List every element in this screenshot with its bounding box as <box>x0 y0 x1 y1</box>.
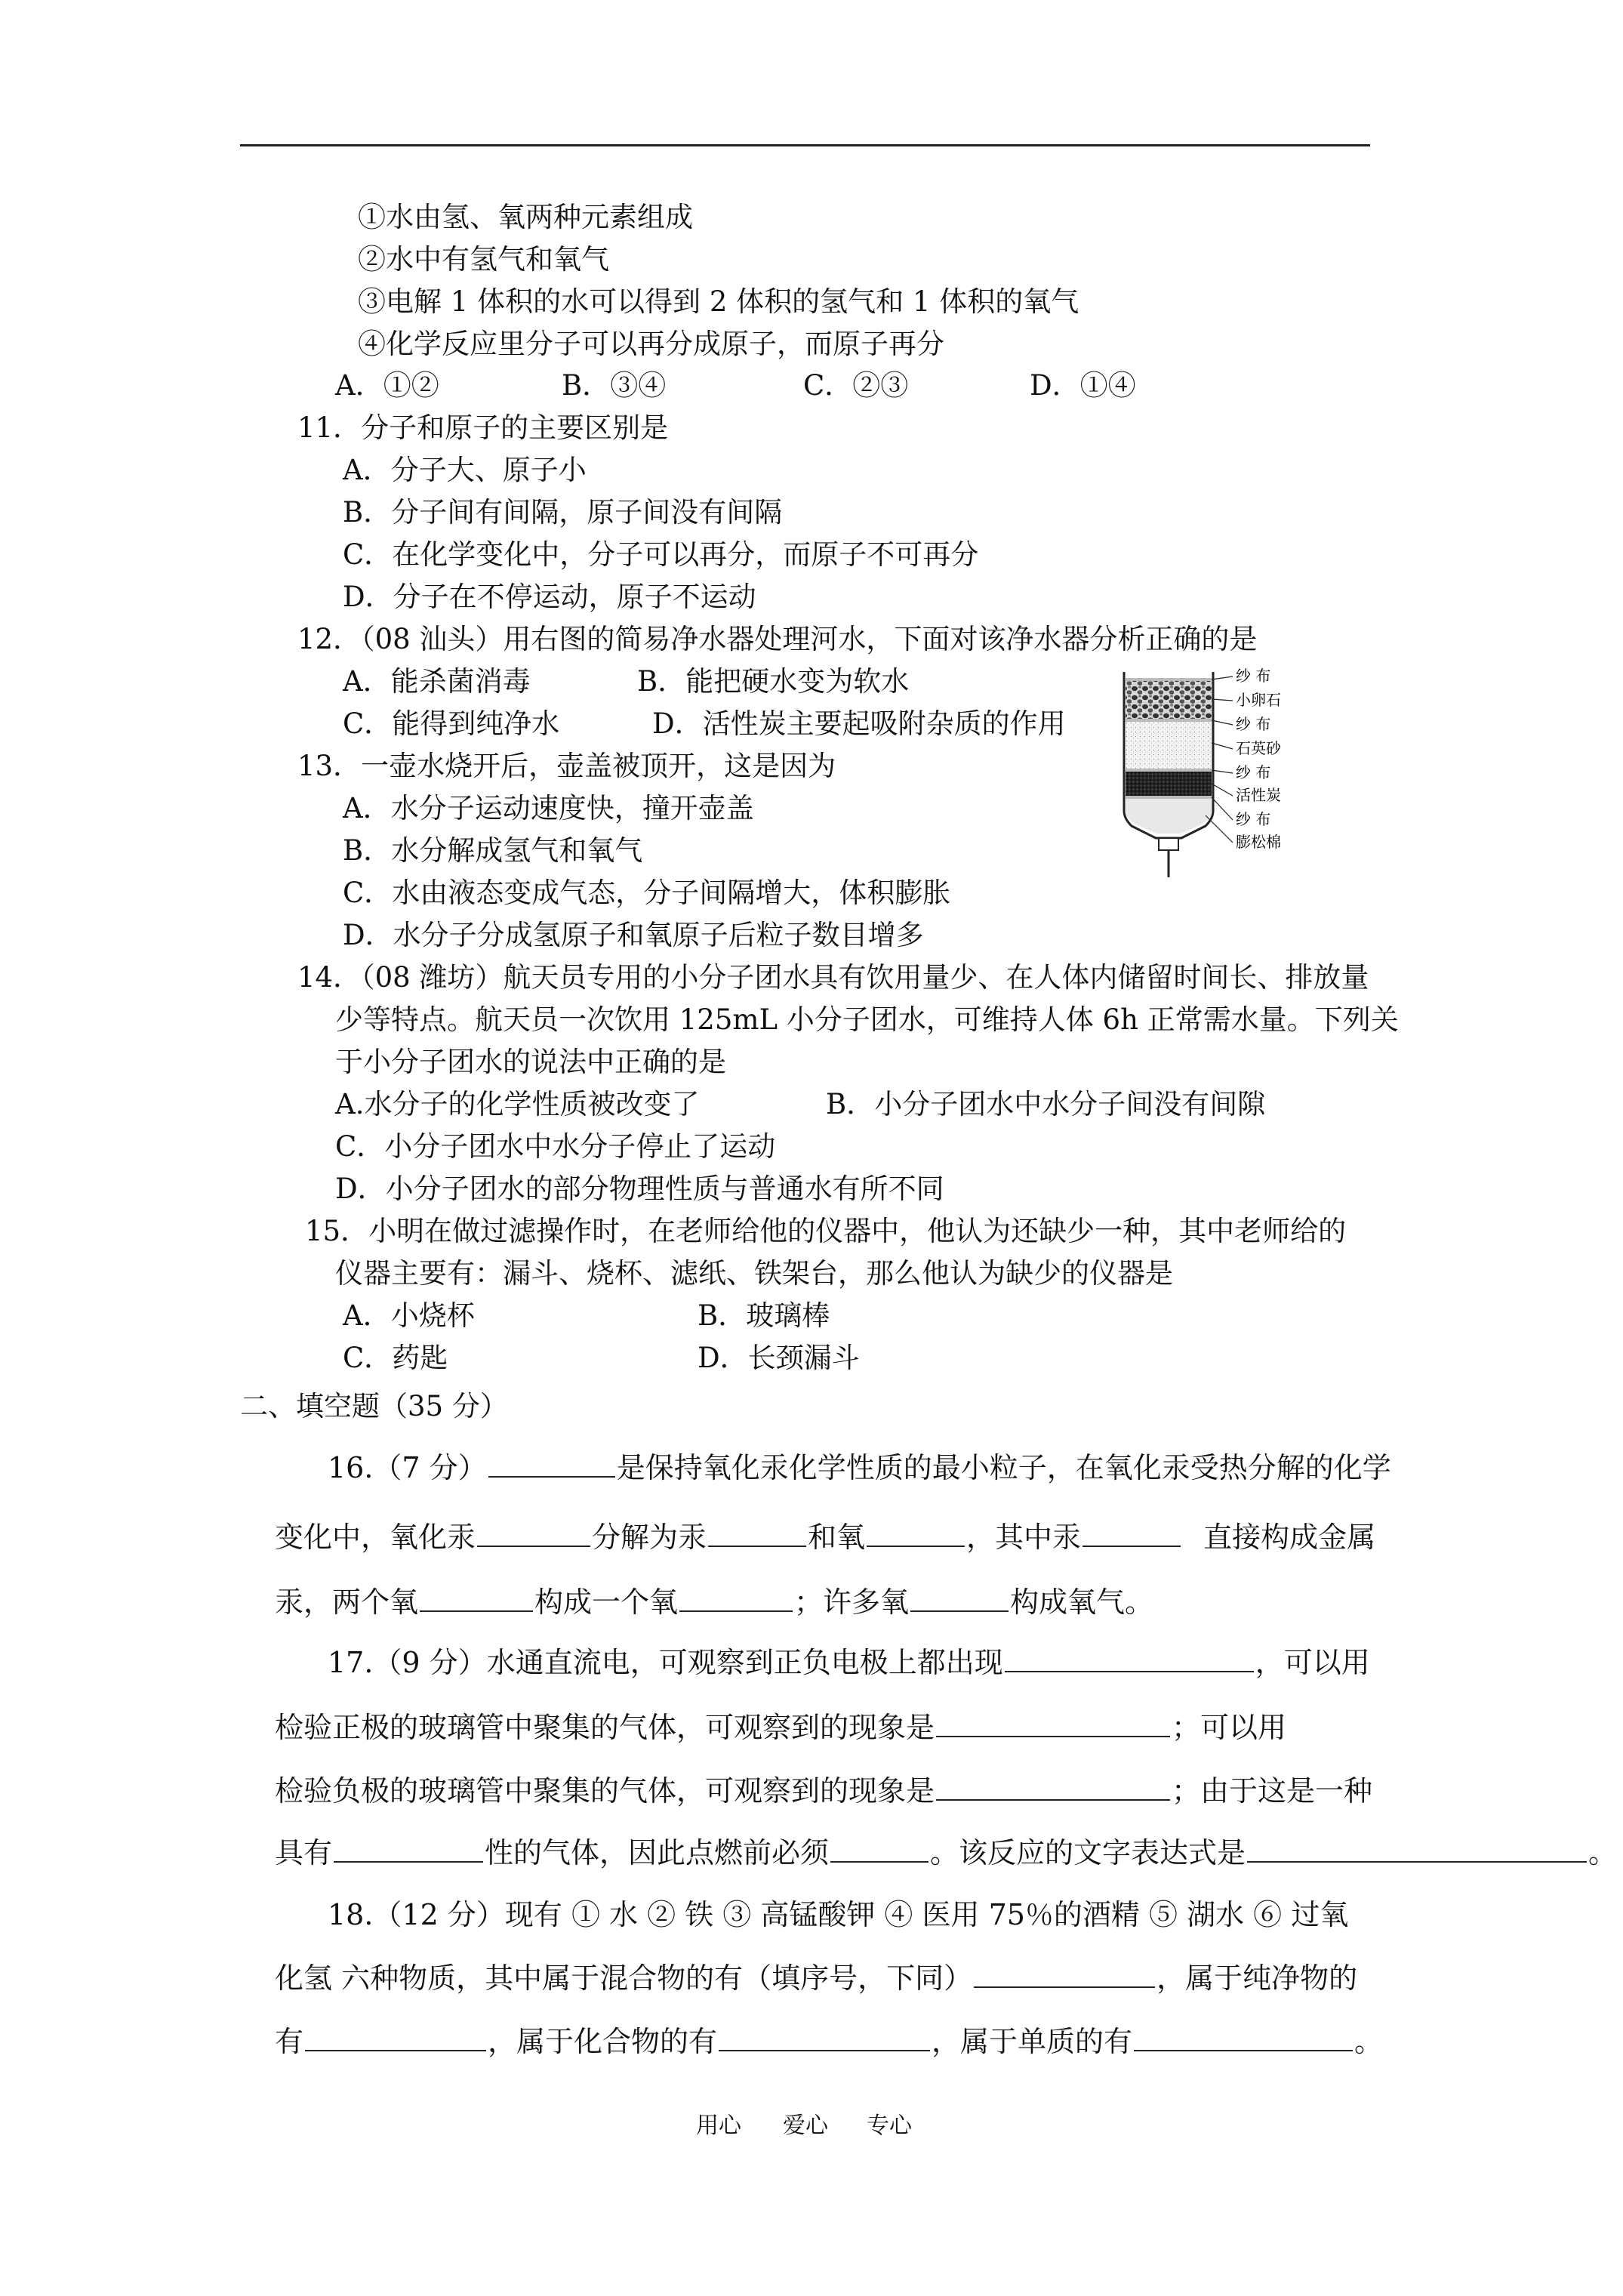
q18-blank-3[interactable] <box>719 2024 930 2051</box>
q14-option-b: B．小分子团水中水分子间没有间隙 <box>826 1088 1266 1120</box>
q16-blank-1[interactable] <box>488 1450 615 1478</box>
q10-statement-1: ①水由氢、氧两种元素组成 <box>358 201 693 233</box>
filter-label-quartz-sand: 石英砂 <box>1236 739 1281 757</box>
q15-option-a: A．小烧杯 <box>343 1299 475 1332</box>
q16-text-2c: 和氧 <box>808 1521 866 1554</box>
q15-stem-line-2: 仪器主要有：漏斗、烧杯、滤纸、铁架台，那么他认为缺少的仪器是 <box>335 1257 1173 1290</box>
q16-line-3 <box>275 1585 1153 1620</box>
gauze-layer-3 <box>1126 769 1212 772</box>
q17-text-4d: 。 <box>1588 1836 1618 1869</box>
q16-text-3b: 构成一个氧 <box>534 1586 679 1619</box>
q16-line-1 <box>328 1450 1391 1485</box>
q16-text-2d: ，其中汞 <box>966 1521 1082 1554</box>
q17-blank-2[interactable] <box>936 1710 1170 1737</box>
q13-option-b: B．水分解成氢气和氧气 <box>343 834 643 867</box>
q18-blank-4[interactable] <box>1134 2024 1353 2051</box>
quartz-sand-layer <box>1126 722 1212 769</box>
q10-option-d: D．①④ <box>1030 369 1136 402</box>
q17-blank-5[interactable] <box>830 1835 929 1863</box>
q14-option-a: A.水分子的化学性质被改变了 <box>335 1088 700 1120</box>
q17-text-1a: 17.（9 分）水通直流电，可观察到正负电极上都出现 <box>328 1646 1003 1679</box>
q16-text-2a: 变化中，氧化汞 <box>275 1521 476 1554</box>
q11-option-d: D．分子在不停运动，原子不运动 <box>343 581 756 613</box>
q16-blank-3[interactable] <box>708 1520 806 1547</box>
q18-text-3d: 。 <box>1354 2025 1384 2058</box>
q12-option-c: C．能得到纯净水 <box>343 707 560 740</box>
q17-text-3b: ；由于这是一种 <box>1172 1774 1373 1808</box>
gauze-layer-2 <box>1126 719 1212 722</box>
q11-stem: 11．分子和原子的主要区别是 <box>297 411 669 444</box>
q17-text-2b: ；可以用 <box>1172 1711 1287 1744</box>
q16-text-2b: 分解为汞 <box>592 1521 707 1554</box>
q16-blank-8[interactable] <box>910 1585 1009 1612</box>
q10-option-a: A．①② <box>335 369 439 402</box>
q18-text-3c: ，属于单质的有 <box>932 2025 1133 2058</box>
q12-option-d: D．活性炭主要起吸附杂质的作用 <box>652 707 1066 740</box>
q17-line-1 <box>328 1645 1370 1680</box>
q13-option-a: A．水分子运动速度快，撞开壶盖 <box>343 792 754 824</box>
q13-stem: 13．一壶水烧开后，壶盖被顶开，这是因为 <box>297 750 836 782</box>
q11-option-a: A．分子大、原子小 <box>343 454 587 486</box>
q10-statement-4: ④化学反应里分子可以再分成原子，而原子再分 <box>358 328 944 360</box>
filter-label-gauze-3: 纱 布 <box>1236 763 1271 781</box>
q17-text-4a: 具有 <box>275 1836 333 1869</box>
filter-label-activated-carbon: 活性炭 <box>1236 786 1281 804</box>
q17-text-3a: 检验负极的玻璃管中聚集的气体，可观察到的现象是 <box>275 1774 935 1808</box>
filter-label-gauze-1: 纱 布 <box>1236 667 1271 685</box>
footer-text-1: 用心 <box>696 2113 741 2139</box>
q18-line-1: 18.（12 分）现有 ① 水 ② 铁 ③ 高锰酸钾 ④ 医用 75％的酒精 ⑤ 湖水 ⑥ 过氧 <box>328 1898 1349 1931</box>
q15-option-c: C．药匙 <box>343 1342 448 1374</box>
section-2-title: 二、填空题（35 分） <box>240 1390 508 1422</box>
q16-number: 16.（7 分） <box>328 1451 487 1484</box>
q17-blank-1[interactable] <box>1005 1645 1254 1672</box>
q11-option-c: C．在化学变化中，分子可以再分，而原子不可再分 <box>343 538 979 571</box>
q16-text-2e: 直接构成金属 <box>1203 1521 1376 1554</box>
q17-text-1b: ，可以用 <box>1255 1646 1370 1679</box>
footer-text-3: 专心 <box>867 2113 912 2139</box>
q17-line-3 <box>275 1774 1372 1808</box>
footer-text-2: 爱心 <box>783 2113 828 2139</box>
q16-text-3d: 构成氧气。 <box>1010 1586 1154 1619</box>
water-filter-diagram <box>1121 667 1301 879</box>
q14-stem-line-2: 少等特点。航天员一次饮用 125mL 小分子团水，可维持人体 6h 正常需水量。下列关 <box>335 1003 1399 1036</box>
q14-option-c: C．小分子团水中水分子停止了运动 <box>335 1130 776 1163</box>
q17-blank-4[interactable] <box>334 1835 483 1863</box>
gauze-layer-4 <box>1126 796 1212 799</box>
q10-statement-2: ②水中有氢气和氧气 <box>358 243 609 276</box>
q14-stem-line-1: 14．（08 潍坊）航天员专用的小分子团水具有饮用量少、在人体内储留时间长、排放量 <box>297 961 1369 994</box>
q13-option-d: D．水分子分成氢原子和氧原子后粒子数目增多 <box>343 919 924 951</box>
q16-line-2 <box>275 1520 1375 1555</box>
q12-option-a: A．能杀菌消毒 <box>343 665 531 698</box>
filter-label-gauze-4: 纱 布 <box>1236 810 1271 828</box>
pebble-layer <box>1126 681 1212 719</box>
water-filter-figure <box>1121 667 1301 879</box>
q17-text-4b: 性的气体，因此点燃前必须 <box>485 1836 830 1869</box>
q10-option-b: B．③④ <box>562 369 667 402</box>
q16-blank-6[interactable] <box>420 1585 533 1612</box>
q16-blank-4[interactable] <box>867 1520 965 1547</box>
q11-option-b: B．分子间有间隔，原子间没有间隔 <box>343 496 783 529</box>
q15-option-b: B．玻璃棒 <box>698 1299 830 1332</box>
q16-blank-2[interactable] <box>477 1520 590 1547</box>
q12-stem: 12．（08 汕头）用右图的简易净水器处理河水，下面对该净水器分析正确的是 <box>297 623 1258 655</box>
q17-text-2a: 检验正极的玻璃管中聚集的气体，可观察到的现象是 <box>275 1711 935 1744</box>
q15-stem-line-1: 15．小明在做过滤操作时，在老师给他的仪器中，他认为还缺少一种，其中老师给的 <box>305 1215 1347 1247</box>
gauze-layer-1 <box>1126 678 1212 681</box>
q17-blank-3[interactable] <box>936 1774 1170 1801</box>
q15-option-d: D．长颈漏斗 <box>698 1342 860 1374</box>
q10-statement-3: ③电解 1 体积的水可以得到 2 体积的氢气和 1 体积的氧气 <box>358 285 1079 318</box>
q18-text-2a: 化氢 六种物质，其中属于混合物的有（填序号，下同） <box>275 1962 973 1995</box>
q18-blank-1[interactable] <box>974 1961 1155 1988</box>
q18-line-2 <box>275 1961 1357 1996</box>
activated-carbon-layer <box>1126 772 1212 796</box>
header-rule <box>240 144 1370 146</box>
q17-line-2 <box>275 1710 1286 1745</box>
outlet-cap <box>1159 838 1178 850</box>
q18-text-3a: 有 <box>275 2025 304 2058</box>
filter-label-cotton: 膨松棉 <box>1236 833 1281 851</box>
q14-stem-line-3: 于小分子团水的说法中正确的是 <box>335 1046 726 1078</box>
q18-text-2b: ，属于纯净物的 <box>1156 1962 1358 1995</box>
q16-blank-7[interactable] <box>679 1585 793 1612</box>
q12-option-b: B．能把硬水变为软水 <box>637 665 910 698</box>
q10-option-c: C．②③ <box>803 369 909 402</box>
q14-option-d: D．小分子团水的部分物理性质与普通水有所不同 <box>335 1173 944 1205</box>
q17-blank-6[interactable] <box>1247 1835 1587 1863</box>
q18-text-3b: ，属于化合物的有 <box>488 2025 718 2058</box>
q16-blank-5[interactable] <box>1083 1520 1181 1547</box>
q16-text-3c: ；许多氧 <box>794 1586 910 1619</box>
filter-label-gauze-2: 纱 布 <box>1236 715 1271 733</box>
q13-option-c: C．水由液态变成气态，分子间隔增大，体积膨胀 <box>343 877 951 909</box>
filter-label-pebbles: 小卵石 <box>1236 691 1281 709</box>
q17-text-4c: 。该反应的文字表达式是 <box>930 1836 1246 1869</box>
q16-text-3a: 汞，两个氧 <box>275 1586 419 1619</box>
q18-blank-2[interactable] <box>305 2024 486 2051</box>
q18-line-3 <box>275 2024 1383 2059</box>
q16-text-1: 是保持氧化汞化学性质的最小粒子，在氧化汞受热分解的化学 <box>616 1451 1391 1484</box>
q17-line-4 <box>275 1835 1617 1870</box>
